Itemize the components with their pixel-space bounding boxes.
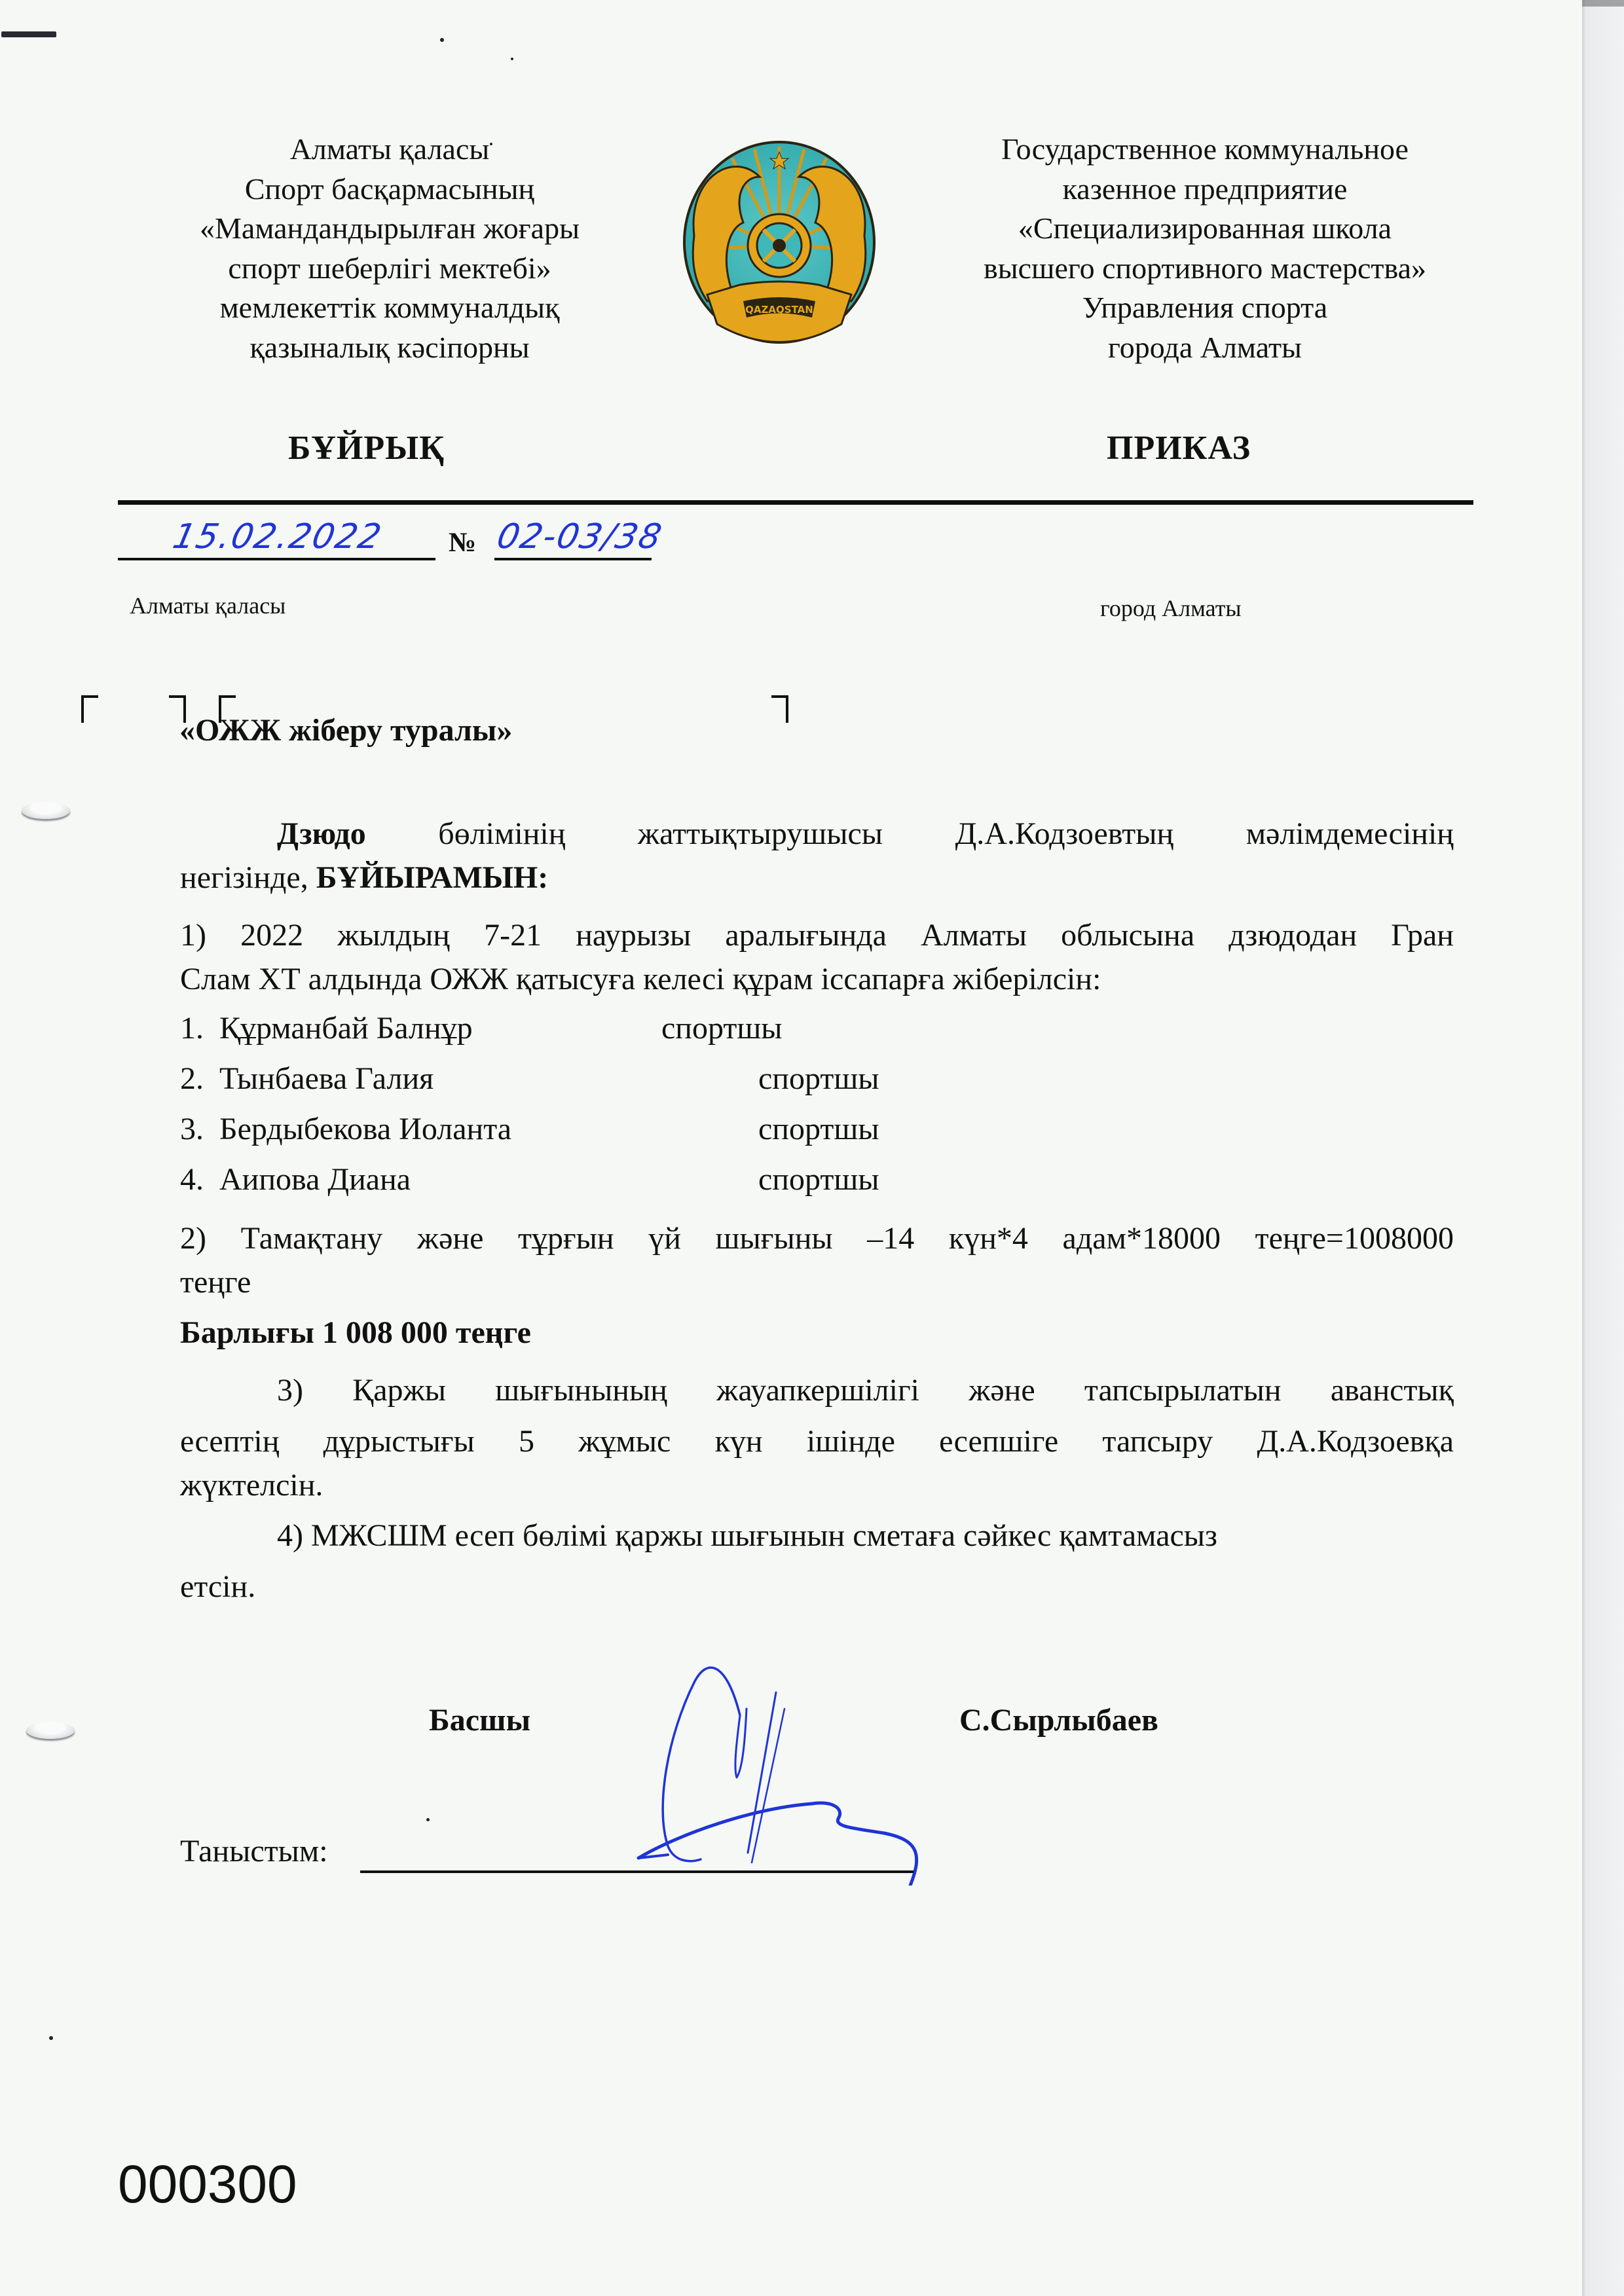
- scan-speck: [490, 143, 492, 145]
- archive-number: 000300: [118, 2155, 297, 2214]
- header-divider: [118, 500, 1473, 505]
- header-left-line: қазыналық кәсіпорны: [249, 330, 530, 364]
- header-left-line: спорт шеберлігі мектебі»: [228, 251, 551, 285]
- header-right-line: «Специализированная школа: [1018, 211, 1392, 245]
- header-right-ru: [917, 130, 1493, 367]
- scan-speck: [440, 38, 444, 42]
- athlete-name: Бердыбекова Иоланта: [219, 1112, 512, 1146]
- intro-bold: Дзюдо: [277, 816, 366, 851]
- order-word: БҰЙЫРАМЫН:: [316, 860, 549, 895]
- number-underline: [494, 558, 652, 560]
- item2-line-1: 2) Тамақтану және тұрғын үй шығыны –14 күн*4 адам*18000 теңге=1008000: [180, 1221, 1454, 1256]
- athlete-role: спортшы: [758, 1112, 879, 1146]
- place-ru: город Алматы: [1100, 595, 1242, 621]
- punch-hole-bottom: [26, 1722, 75, 1739]
- handwritten-signature: [576, 1637, 1074, 1886]
- total-amount: Барлығы 1 008 000 теңге: [180, 1315, 531, 1350]
- acknowledged-label: Таныстым:: [180, 1834, 328, 1868]
- athlete-name: Тынбаева Галия: [219, 1061, 434, 1096]
- item3-line-2: есептің дұрыстығы 5 жұмыс күн ішінде есепшіге тапсыру Д.А.Кодзоевқа: [180, 1424, 1454, 1459]
- item1-line-2: Слам ХТ алдында ОЖЖ қатысуға келесі құрам іссапарға жіберілсін:: [180, 962, 1101, 996]
- place-kz: Алматы қаласы: [130, 592, 286, 619]
- athlete-name: Құрманбай Балнұр: [219, 1011, 473, 1046]
- scan-speck: [426, 1818, 430, 1821]
- emblem-text: QAZAQSTAN: [745, 304, 813, 316]
- athlete-num: 3.: [180, 1112, 204, 1146]
- intro-line2-plain: негізінде,: [180, 860, 308, 895]
- order-title-kz: БҰЙРЫҚ: [288, 429, 445, 467]
- page-edge-top: [1582, 0, 1624, 7]
- athlete-row: [180, 1111, 511, 1147]
- state-emblem-icon: [681, 137, 877, 357]
- order-date: 15.02.2022: [169, 517, 386, 556]
- header-left-line: мемлекеттік коммуналдық: [219, 291, 560, 324]
- item3-line-3: жүктелсін.: [180, 1468, 323, 1503]
- order-number: 02-03/38: [493, 517, 667, 556]
- item2-line-2: теңге: [180, 1265, 251, 1300]
- corner-mark: [1, 31, 56, 37]
- athlete-row: [180, 1161, 411, 1197]
- item3-line-1: 3) Қаржы шығынының жауапкершілігі және тапсырылатын аванстық: [277, 1373, 1454, 1408]
- item1-line-1: 1) 2022 жылдың 7-21 наурызы аралығында Алматы облысына дзюдодан Гран: [180, 918, 1454, 953]
- athlete-role: спортшы: [758, 1162, 879, 1197]
- page-edge-shadow: [1582, 0, 1624, 2296]
- header-left-line: Спорт басқармасының: [244, 172, 535, 206]
- intro-rest: бөлімінің жаттықтырушысы Д.А.Кодзоевтың мәлімдемесінің: [438, 816, 1454, 851]
- athlete-row: [180, 1010, 473, 1046]
- athlete-num: 1.: [180, 1011, 204, 1046]
- athlete-row: [180, 1061, 434, 1097]
- header-right-line: казенное предприятие: [1062, 172, 1348, 206]
- header-left-line: Алматы қаласы: [289, 132, 490, 166]
- bracket-mark: [81, 695, 98, 723]
- item4-line-2: етсін.: [180, 1569, 256, 1604]
- acknowledged-signature-line[interactable]: [360, 1870, 913, 1873]
- athlete-num: 2.: [180, 1061, 204, 1096]
- bracket-mark: [771, 695, 788, 723]
- scan-speck: [511, 58, 513, 60]
- athlete-name: Аипова Диана: [219, 1162, 411, 1197]
- punch-hole-top: [22, 802, 70, 819]
- header-left-line: «Мамандандырылған жоғары: [200, 211, 580, 245]
- athlete-role: спортшы: [661, 1011, 783, 1046]
- intro-line-2: [180, 860, 548, 896]
- order-subject: «ОЖЖ жіберу туралы»: [179, 713, 513, 748]
- intro-line-1: [180, 809, 1454, 860]
- number-sign: №: [449, 528, 477, 558]
- athlete-role: спортшы: [758, 1061, 879, 1096]
- order-title-ru: ПРИКАЗ: [1107, 429, 1251, 467]
- header-right-line: Управления спорта: [1082, 291, 1328, 324]
- header-right-line: Государственное коммунальное: [1001, 132, 1409, 166]
- item4-line-1: 4) МЖСШМ есеп бөлімі қаржы шығынын сметаға сәйкес қамтамасыз: [277, 1518, 1218, 1553]
- athlete-num: 4.: [180, 1162, 204, 1197]
- scan-speck: [49, 2036, 53, 2040]
- header-right-line: высшего спортивного мастерства»: [983, 251, 1426, 285]
- signatory-name: С.Сырлыбаев: [959, 1703, 1158, 1738]
- header-right-line: города Алматы: [1108, 330, 1302, 364]
- signatory-role: Басшы: [429, 1703, 531, 1738]
- header-left-kz: [138, 130, 642, 367]
- date-underline: [118, 558, 435, 560]
